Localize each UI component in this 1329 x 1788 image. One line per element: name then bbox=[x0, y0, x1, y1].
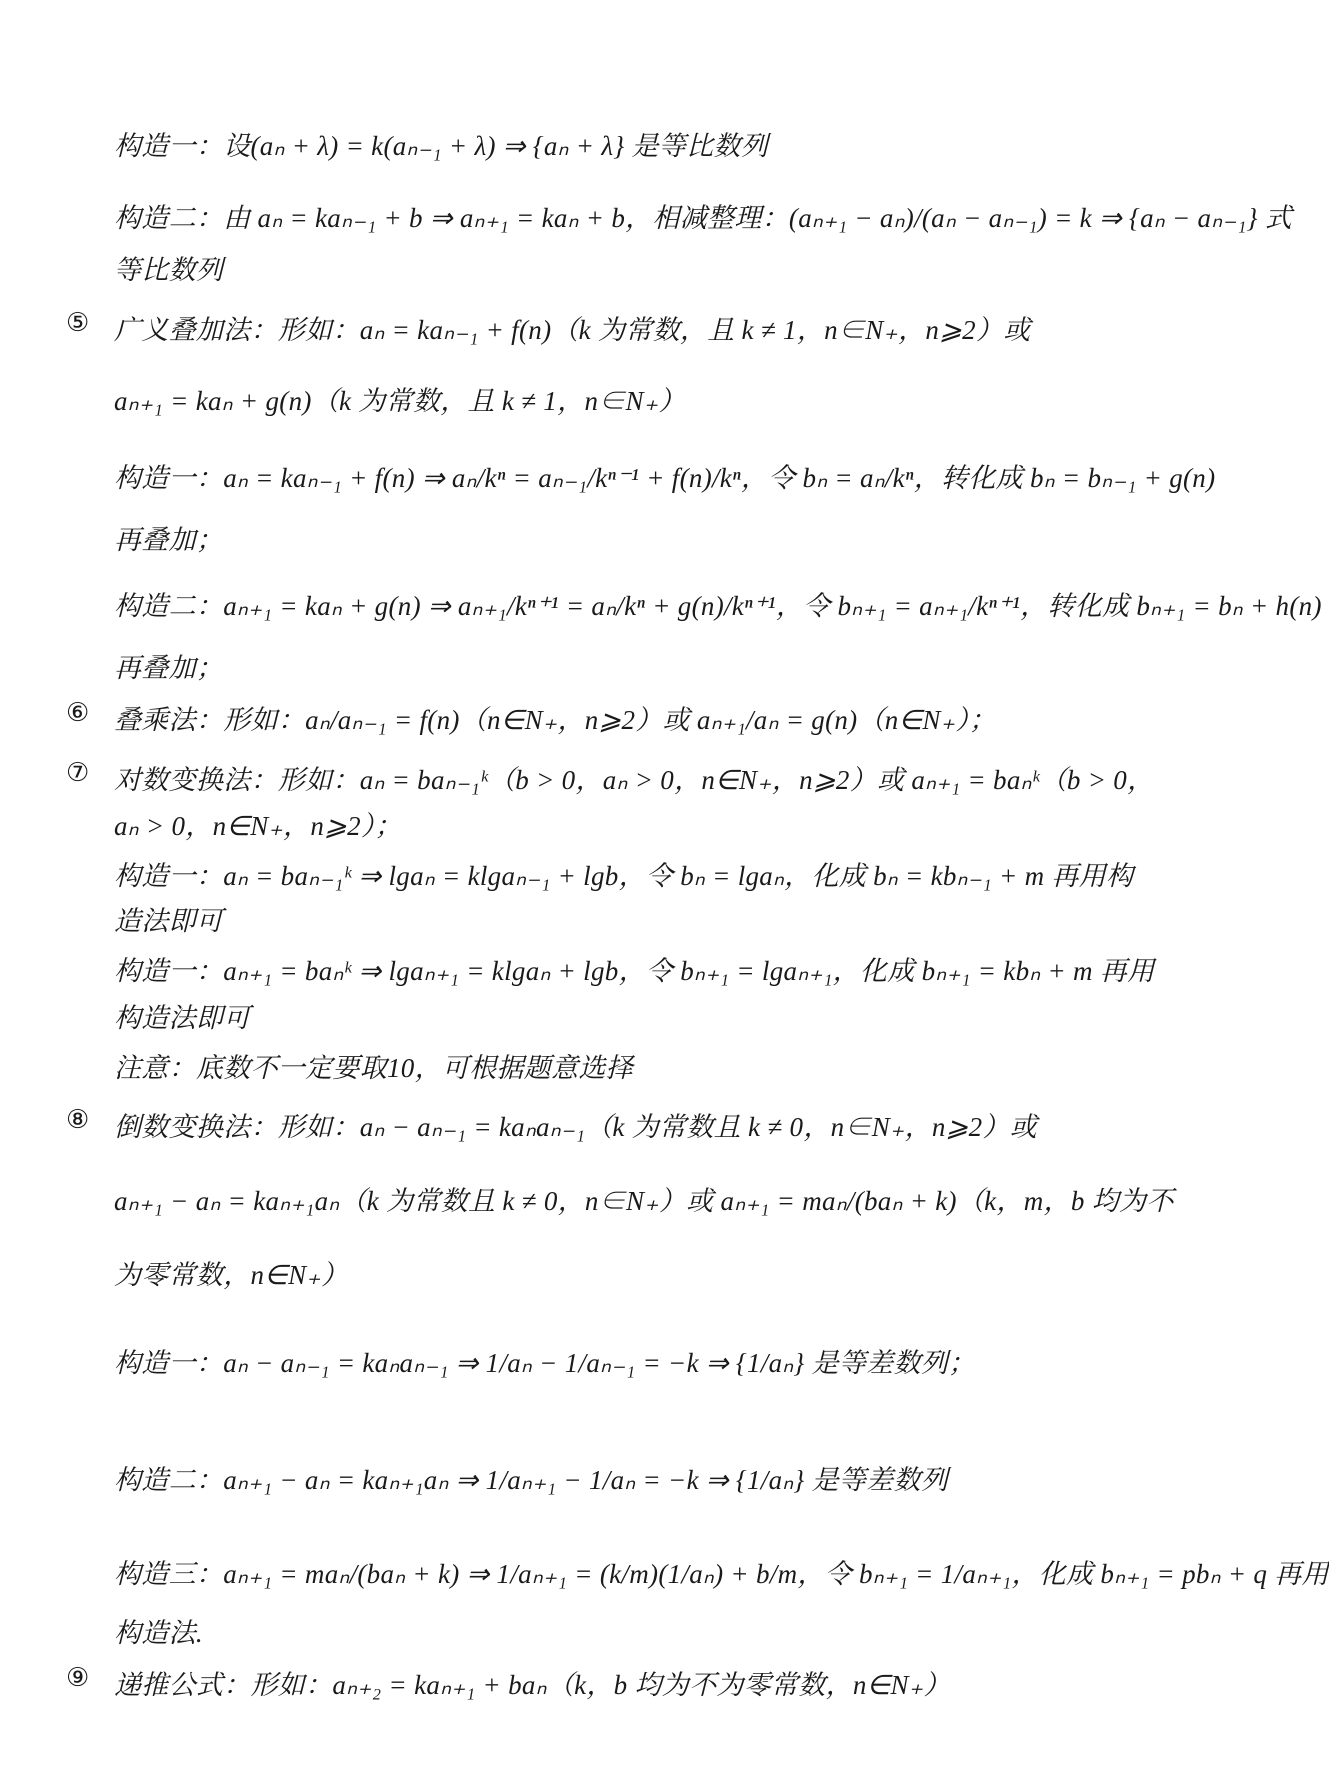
item-number-marker: ⑨ bbox=[66, 1663, 90, 1693]
document-line: 构造二：由 aₙ = kaₙ₋₁ + b ⇒ aₙ₊₁ = kaₙ + b，相减整理：(aₙ₊₁ − aₙ)/(aₙ − aₙ₋₁) = k ⇒ {aₙ − aₙ₋₁} 式 bbox=[114, 203, 1293, 233]
document-line: 构造一：设(aₙ + λ) = k(aₙ₋₁ + λ) ⇒ {aₙ + λ} 是等比数列 bbox=[114, 131, 768, 161]
item-number-marker: ⑦ bbox=[66, 758, 90, 788]
document-line: 构造一：aₙ = kaₙ₋₁ + f(n) ⇒ aₙ/kⁿ = aₙ₋₁/kⁿ⁻¹ + f(n)/kⁿ，令 bₙ = aₙ/kⁿ，转化成 bₙ = bₙ₋₁ + g(n) bbox=[114, 463, 1216, 493]
document-line: aₙ₊₁ − aₙ = kaₙ₊₁aₙ（k 为常数且 k ≠ 0，n∈N₊）或 aₙ₊₁ = maₙ/(baₙ + k)（k，m，b 均为不 bbox=[114, 1186, 1174, 1216]
document-line: 递推公式：形如：aₙ₊₂ = kaₙ₊₁ + baₙ（k，b 均为不为零常数，n∈N₊） bbox=[114, 1670, 951, 1700]
document-line: 造法即可 bbox=[114, 906, 224, 936]
document-line: 构造法即可 bbox=[114, 1003, 251, 1033]
document-line: aₙ₊₁ = kaₙ + g(n)（k 为常数，且 k ≠ 1，n∈N₊） bbox=[114, 386, 686, 416]
document-line: 广义叠加法：形如：aₙ = kaₙ₋₁ + f(n)（k 为常数，且 k ≠ 1，n∈N₊，n⩾2）或 bbox=[114, 315, 1031, 345]
document-line: 构造一：aₙ = baₙ₋₁ᵏ ⇒ lgaₙ = klgaₙ₋₁ + lgb，令 bₙ = lgaₙ，化成 bₙ = kbₙ₋₁ + m 再用构 bbox=[114, 861, 1134, 891]
document-line: 构造一：aₙ₊₁ = baₙᵏ ⇒ lgaₙ₊₁ = klgaₙ + lgb，令 bₙ₊₁ = lgaₙ₊₁，化成 bₙ₊₁ = kbₙ + m 再用 bbox=[114, 956, 1155, 986]
document-line: aₙ > 0，n∈N₊，n⩾2）； bbox=[114, 811, 402, 841]
item-number-marker: ⑧ bbox=[66, 1105, 90, 1135]
document-line: 对数变换法：形如：aₙ = baₙ₋₁ᵏ（b > 0，aₙ > 0，n∈N₊，n⩾2）或 aₙ₊₁ = baₙᵏ（b > 0， bbox=[114, 765, 1155, 795]
document-line: 构造三：aₙ₊₁ = maₙ/(baₙ + k) ⇒ 1/aₙ₊₁ = (k/m)(1/aₙ) + b/m，令 bₙ₊₁ = 1/aₙ₊₁，化成 bₙ₊₁ = pbₙ + q 再用 bbox=[114, 1559, 1329, 1589]
document-line: 叠乘法：形如：aₙ/aₙ₋₁ = f(n)（n∈N₊，n⩾2）或 aₙ₊₁/aₙ = g(n)（n∈N₊）； bbox=[114, 705, 997, 735]
item-number-marker: ⑥ bbox=[66, 698, 90, 728]
document-line: 再叠加； bbox=[114, 525, 224, 555]
document-line: 再叠加； bbox=[114, 653, 224, 683]
document-line: 构造法. bbox=[114, 1618, 203, 1648]
document-line: 等比数列 bbox=[114, 255, 224, 285]
document-line: 构造二：aₙ₊₁ = kaₙ + g(n) ⇒ aₙ₊₁/kⁿ⁺¹ = aₙ/kⁿ + g(n)/kⁿ⁺¹，令 bₙ₊₁ = aₙ₊₁/kⁿ⁺¹，转化成 bₙ₊₁ = bₙ + h(n) bbox=[114, 591, 1322, 621]
document-line: 构造一：aₙ − aₙ₋₁ = kaₙaₙ₋₁ ⇒ 1/aₙ − 1/aₙ₋₁ = −k ⇒ {1/aₙ} 是等差数列； bbox=[114, 1348, 976, 1378]
item-number-marker: ⑤ bbox=[66, 308, 90, 338]
document-line: 注意：底数不一定要取10，可根据题意选择 bbox=[114, 1053, 633, 1083]
document-line: 为零常数，n∈N₊） bbox=[114, 1260, 349, 1290]
document-line: 倒数变换法：形如：aₙ − aₙ₋₁ = kaₙaₙ₋₁（k 为常数且 k ≠ 0，n∈N₊，n⩾2）或 bbox=[114, 1112, 1037, 1142]
document-line: 构造二：aₙ₊₁ − aₙ = kaₙ₊₁aₙ ⇒ 1/aₙ₊₁ − 1/aₙ = −k ⇒ {1/aₙ} 是等差数列 bbox=[114, 1465, 949, 1495]
